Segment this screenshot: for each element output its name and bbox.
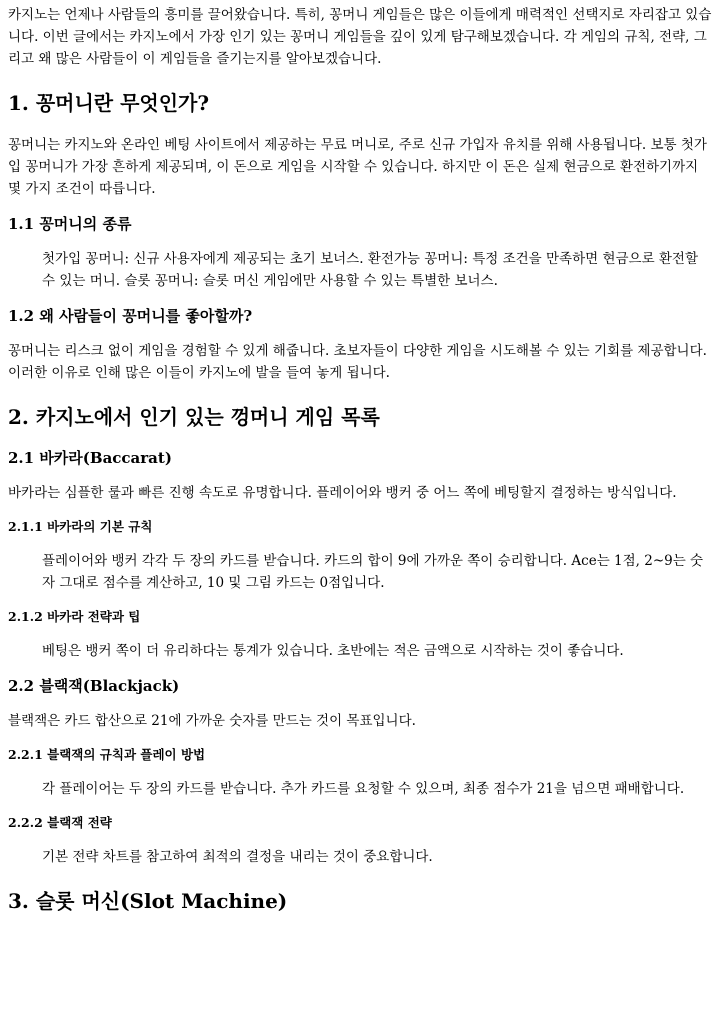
section-1-paragraph: 꽁머니는 카지노와 온라인 베팅 사이트에서 제공하는 무료 머니로, 주로 신규 가입자 유치를 위해 사용됩니다. 보통 첫가입 꽁머니가 가장 흔하게 제공되며, 이 돈으로 게임을 시작할 수 있습니다. 하지만 이 돈은 실제 현금으로 환전하기까지 몇 가지 조건이 따릅니다. <box>8 137 707 197</box>
section-2-2-heading: 2.2 블랙잭(Blackjack) <box>8 677 180 695</box>
section-2-1-2-heading: 2.1.2 바카라 전략과 팁 <box>8 609 141 624</box>
section-2-heading: 2. 카지노에서 인기 있는 껑머니 게임 목록 <box>8 405 380 429</box>
section-2-2-1-heading: 2.2.1 블랙잭의 규칙과 플레이 방법 <box>8 747 206 762</box>
section-2-1-1-paragraph: 플레이어와 뱅커 각각 두 장의 카드를 받습니다. 카드의 합이 9에 가까운 쪽이 승리합니다. Ace는 1점, 2~9는 숫자 그대로 점수를 계산하고, 10 및 그림 카드는 0점입니다. <box>42 553 704 591</box>
section-2-2-1-paragraph: 각 플레이어는 두 장의 카드를 받습니다. 추가 카드를 요청할 수 있으며, 최종 점수가 21을 넘으면 패배합니다. <box>42 781 685 797</box>
section-2-2-2-heading: 2.2.2 블랙잭 전략 <box>8 815 112 830</box>
section-1-1-heading: 1.1 꽁머니의 종류 <box>8 215 132 233</box>
section-1-1-paragraph: 첫가입 꽁머니: 신규 사용자에게 제공되는 초기 보너스. 환전가능 꽁머니: 특정 조건을 만족하면 현금으로 환전할 수 있는 머니. 슬롯 꽁머니: 슬롯 머신 게임에만 사용할 수 있는 특별한 보너스. <box>42 251 699 289</box>
section-1-2-heading: 1.2 왜 사람들이 꽁머니를 좋아할까? <box>8 307 253 325</box>
intro-paragraph: 카지노는 언제나 사람들의 흥미를 끌어왔습니다. 특히, 꽁머니 게임들은 많은 이들에게 매력적인 선택지로 자리잡고 있습니다. 이번 글에서는 카지노에서 가장 인기 있는 꽁머니 게임들을 깊이 있게 탐구해보겠습니다. 각 게임의 규칙, 전략, 그리고 왜 많은 사람들이 이 게임들을 즐기는지를 알아보겠습니다. <box>8 7 712 67</box>
section-1-2-paragraph: 꽁머니는 리스크 없이 게임을 경험할 수 있게 해줍니다. 초보자들이 다양한 게임을 시도해볼 수 있는 기회를 제공합니다. 이러한 이유로 인해 많은 이들이 카지노에 발을 들여 놓게 됩니다. <box>8 343 707 381</box>
section-2-1-heading: 2.1 바카라(Baccarat) <box>8 449 172 467</box>
section-2-2-2-paragraph: 기본 전략 차트를 참고하여 최적의 결정을 내리는 것이 중요합니다. <box>42 849 433 865</box>
section-2-2-paragraph: 블랙잭은 카드 합산으로 21에 가까운 숫자를 만드는 것이 목표입니다. <box>8 713 416 729</box>
section-3-heading: 3. 슬롯 머신(Slot Machine) <box>8 889 288 913</box>
section-2-1-paragraph: 바카라는 심플한 룰과 빠른 진행 속도로 유명합니다. 플레이어와 뱅커 중 어느 쪽에 베팅할지 결정하는 방식입니다. <box>8 485 677 501</box>
section-2-1-1-heading: 2.1.1 바카라의 기본 규칙 <box>8 519 153 534</box>
section-2-1-2-paragraph: 베팅은 뱅커 쪽이 더 유리하다는 통계가 있습니다. 초반에는 적은 금액으로 시작하는 것이 좋습니다. <box>42 643 624 659</box>
section-1-heading: 1. 꽁머니란 무엇인가? <box>8 91 210 115</box>
